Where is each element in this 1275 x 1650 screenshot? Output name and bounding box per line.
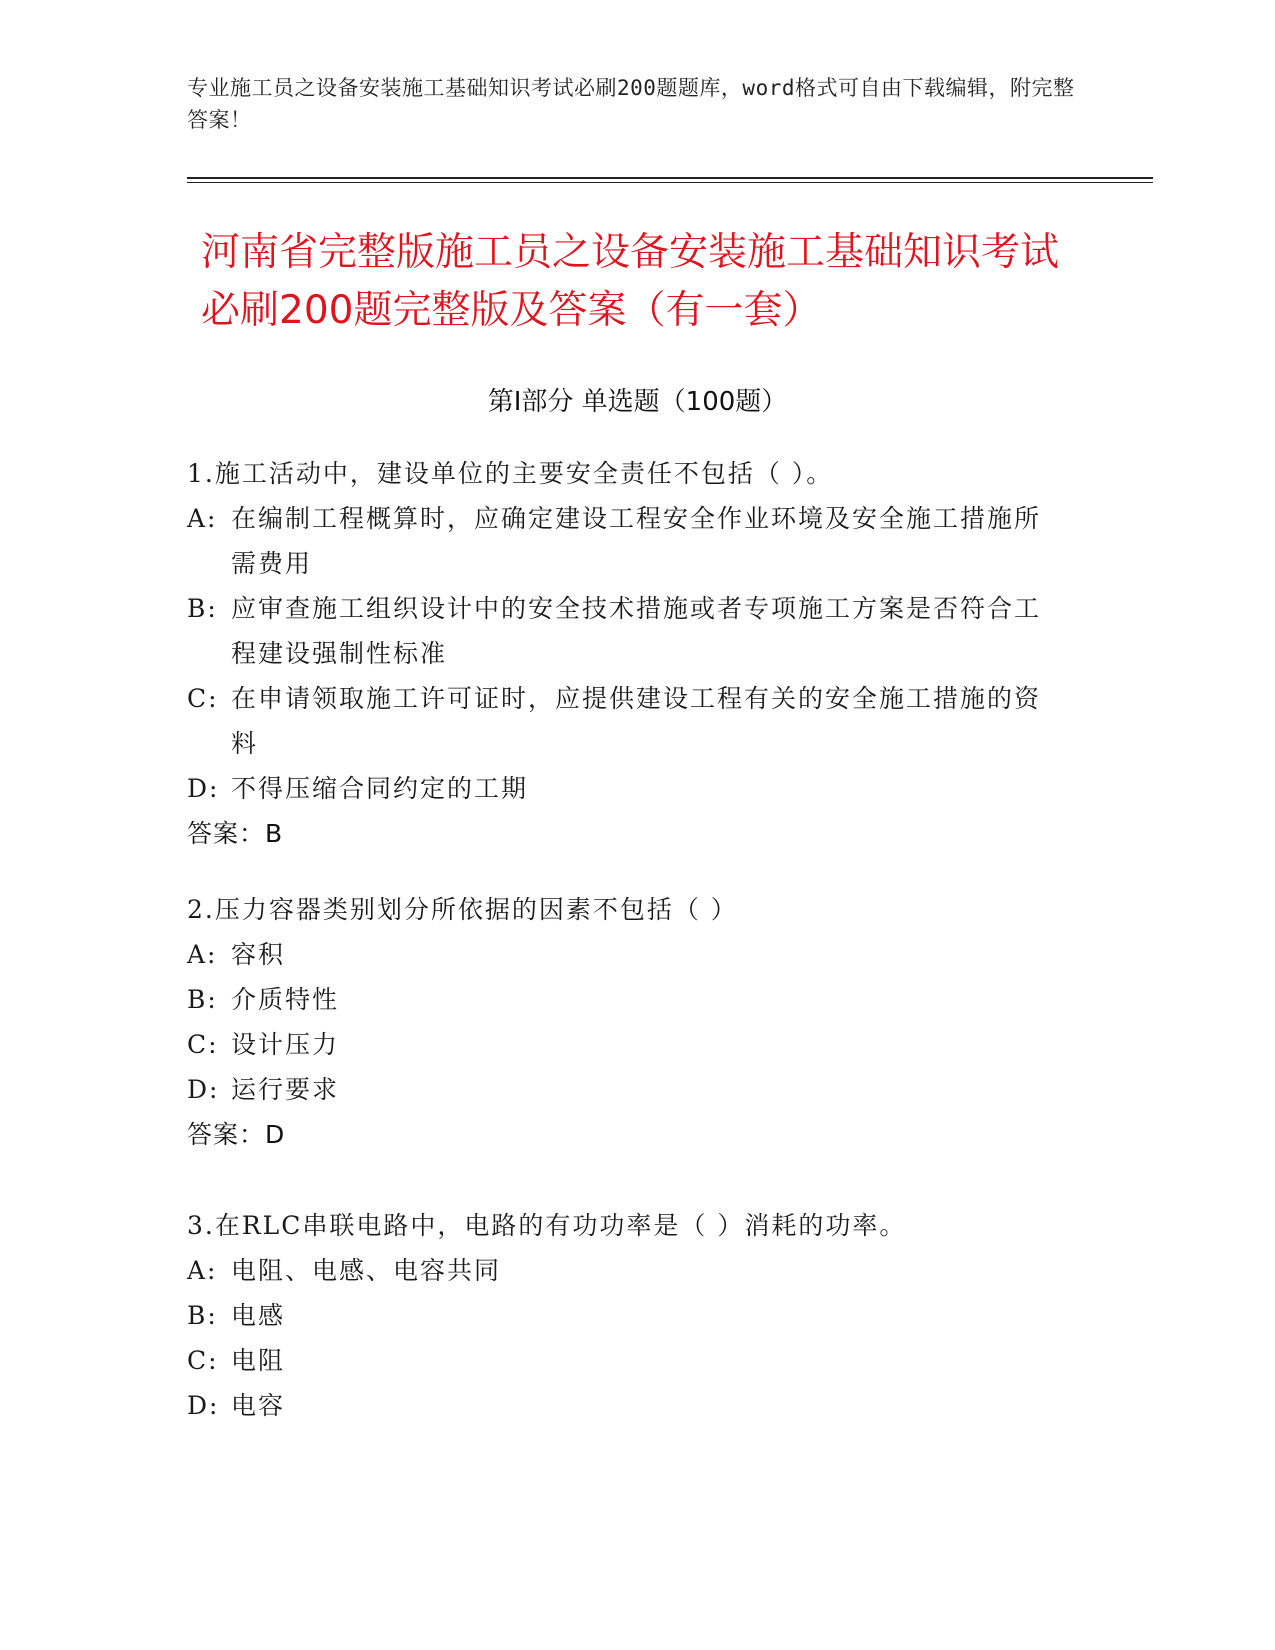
option-text: 运行要求 (231, 1075, 340, 1104)
option-c (187, 1338, 1067, 1383)
option-d (187, 1067, 1067, 1112)
answer-line: 答案：B (187, 819, 284, 848)
answer-line: 答案：D (187, 1120, 286, 1149)
option-c (187, 676, 1067, 766)
question-2 (187, 887, 1067, 1157)
question-3 (187, 1203, 1067, 1428)
question-1 (187, 451, 1067, 856)
option-key: A: (187, 1256, 218, 1285)
option-key: D: (187, 774, 220, 803)
header-rule-thin (187, 182, 1153, 183)
option-text: 电感 (231, 1301, 286, 1330)
option-key: A: (187, 940, 218, 969)
option-text: 容积 (231, 940, 286, 969)
option-text: 在编制工程概算时，应确定建设工程安全作业环境及安全施工措施所需费用 (231, 504, 1042, 578)
option-b (187, 977, 1067, 1022)
option-d (187, 766, 1067, 811)
option-a (187, 496, 1067, 586)
option-text: 不得压缩合同约定的工期 (231, 774, 529, 803)
option-key: A: (187, 504, 218, 533)
option-text: 介质特性 (231, 985, 340, 1014)
option-text: 设计压力 (231, 1030, 340, 1059)
option-text: 电容 (231, 1391, 286, 1420)
document-title: 河南省完整版施工员之设备安装施工基础知识考试必刷200题完整版及答案（有一套） (201, 230, 1060, 333)
option-text: 在申请领取施工许可证时，应提供建设工程有关的安全施工措施的资料 (231, 684, 1042, 758)
option-b (187, 586, 1067, 676)
option-a (187, 932, 1067, 977)
section-title: 第Ⅰ部分 单选题（100题） (487, 387, 788, 417)
question-stem: 3.在RLC串联电路中，电路的有功功率是（ ）消耗的功率。 (187, 1211, 907, 1240)
option-text: 电阻 (231, 1346, 286, 1375)
option-key: C: (187, 684, 219, 713)
option-d (187, 1383, 1067, 1428)
option-key: B: (187, 985, 218, 1014)
header-rule-thick (187, 177, 1153, 179)
question-stem: 2.压力容器类别划分所依据的因素不包括（ ） (187, 895, 738, 924)
option-key: D: (187, 1075, 220, 1104)
option-b (187, 1293, 1067, 1338)
option-text: 电阻、电感、电容共同 (231, 1256, 502, 1285)
option-key: D: (187, 1391, 220, 1420)
option-key: B: (187, 594, 218, 623)
option-key: B: (187, 1301, 218, 1330)
option-a (187, 1248, 1067, 1293)
question-stem: 1.施工活动中，建设单位的主要安全责任不包括（ ）。 (187, 459, 834, 488)
header-note: 专业施工员之设备安装施工基础知识考试必刷200题题库，word格式可自由下载编辑，附完整答案！ (187, 76, 1075, 132)
option-key: C: (187, 1030, 219, 1059)
option-key: C: (187, 1346, 219, 1375)
option-c (187, 1022, 1067, 1067)
option-text: 应审查施工组织设计中的安全技术措施或者专项施工方案是否符合工程建设强制性标准 (231, 594, 1042, 668)
